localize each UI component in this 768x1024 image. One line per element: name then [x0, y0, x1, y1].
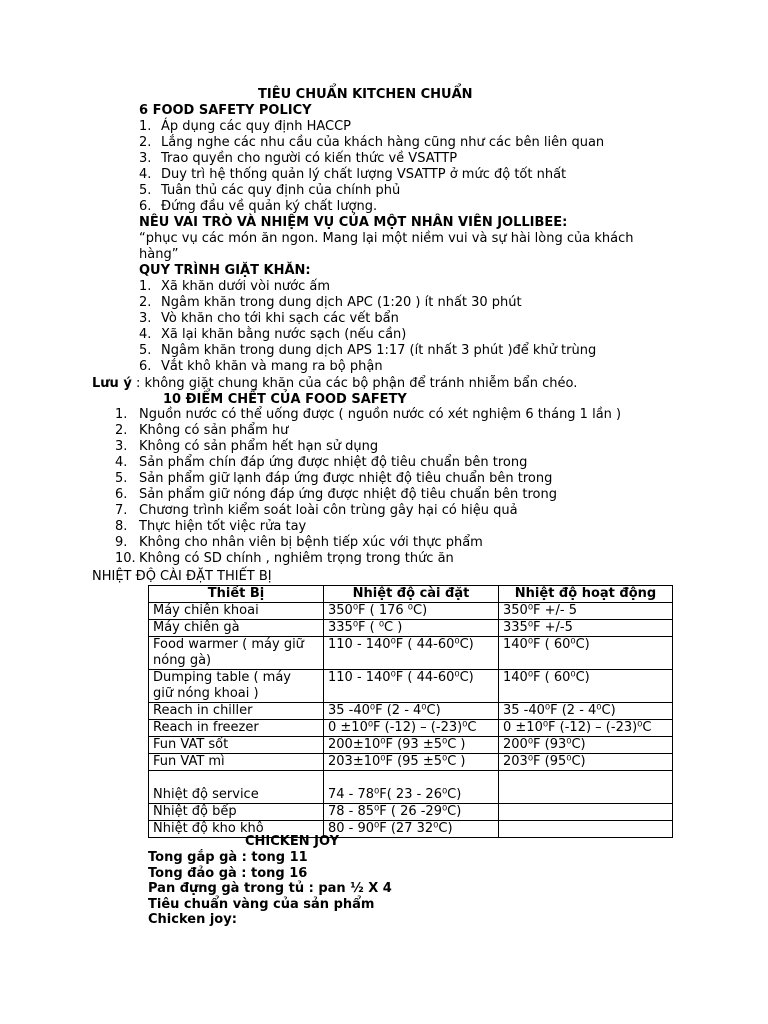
list-item-text: Ngâm khăn trong dung dịch APC (1:20 ) ít nhất 30 phút — [161, 295, 522, 310]
table-cell: 110 - 140⁰F ( 44-60⁰C) — [324, 670, 499, 703]
table-row — [149, 737, 673, 754]
table-cell: 35 -40⁰F (2 - 4⁰C) — [324, 703, 499, 720]
table-row — [149, 670, 673, 703]
list-number: 3. — [139, 311, 152, 326]
table-cell — [499, 821, 673, 838]
chicken-line: Chicken joy: — [148, 912, 237, 927]
table-cell: 203⁰F (95⁰C) — [499, 754, 673, 771]
table-header-cell: Nhiệt độ hoạt động — [499, 586, 673, 603]
table-cell: 200±10⁰F (93 ±5⁰C ) — [324, 737, 499, 754]
table-cell: 350⁰F ( 176 ⁰C) — [324, 603, 499, 620]
table-cell: 78 - 85⁰F ( 26 -29⁰C) — [324, 804, 499, 821]
list-item — [115, 487, 557, 503]
table-cell: Máy chiên gà — [149, 620, 324, 637]
table-row — [149, 804, 673, 821]
list-item — [139, 327, 406, 343]
table-cell: 335⁰F +/-5 — [499, 620, 673, 637]
list-item-text: Thực hiện tốt việc rửa tay — [139, 519, 307, 534]
policy-heading: 6 FOOD SAFETY POLICY — [139, 103, 312, 118]
table-row — [149, 637, 673, 670]
role-text-line1: “phục vụ các món ăn ngon. Mang lại một niềm vui và sự hài lòng của khách — [139, 231, 634, 246]
list-item-text: Lắng nghe các nhu cầu của khách hàng cũng như các bên liên quan — [161, 135, 605, 150]
critical-heading: 10 ĐIỂM CHẾT CỦA FOOD SAFETY — [163, 392, 407, 407]
list-item-text: Sản phẩm giữ nóng đáp ứng được nhiệt độ tiêu chuẩn bên trong — [139, 487, 558, 502]
table-cell: Fun VAT mì — [149, 754, 324, 771]
table-cell — [499, 771, 673, 804]
list-number: 3. — [115, 439, 128, 454]
list-item — [139, 359, 383, 375]
towel-note — [92, 376, 577, 392]
list-number: 2. — [139, 135, 152, 150]
list-item-text: Đứng đầu về quản ký chất lượng. — [161, 199, 378, 214]
list-item — [139, 183, 400, 199]
list-number: 2. — [139, 295, 152, 310]
list-item — [139, 279, 330, 295]
list-item — [115, 471, 552, 487]
table-cell — [499, 804, 673, 821]
table-row — [149, 620, 673, 637]
list-item — [139, 199, 377, 215]
list-number: 4. — [139, 327, 152, 342]
table-cell: 0 ±10⁰F (-12) – (-23)⁰C — [324, 720, 499, 737]
list-item-text: Chương trình kiểm soát loài côn trùng gây hại có hiệu quả — [139, 503, 518, 518]
list-number: 1. — [139, 119, 152, 134]
table-row — [149, 720, 673, 737]
table-cell: 74 - 78⁰F( 23 - 26⁰C) — [324, 771, 499, 804]
list-number: 9. — [115, 535, 128, 550]
list-number: 5. — [139, 183, 152, 198]
note-label: Lưu ý — [92, 376, 132, 391]
list-item-text: Không cho nhân viên bị bệnh tiếp xúc với thực phẩm — [139, 535, 483, 550]
table-header-row — [149, 586, 673, 603]
towel-heading: QUY TRÌNH GIẶT KHĂN: — [139, 263, 311, 278]
list-item — [115, 519, 306, 535]
list-item — [139, 119, 351, 135]
list-item — [139, 135, 604, 151]
list-number: 7. — [115, 503, 128, 518]
table-header-cell: Nhiệt độ cài đặt — [324, 586, 499, 603]
list-number: 6. — [139, 199, 152, 214]
list-number: 10. — [115, 551, 136, 566]
list-number: 6. — [115, 487, 128, 502]
table-cell: Reach in freezer — [149, 720, 324, 737]
chicken-line: Pan đựng gà trong tủ : pan ½ X 4 — [148, 881, 392, 896]
list-item — [115, 503, 518, 519]
chicken-heading: CHICKEN JOY — [245, 834, 339, 849]
table-cell: 203±10⁰F (95 ±5⁰C ) — [324, 754, 499, 771]
chicken-line: Tong đảo gà : tong 16 — [148, 865, 308, 881]
table-header-cell: Thiết Bị — [149, 586, 324, 603]
chicken-line: Tiêu chuẩn vàng của sản phẩm — [148, 896, 375, 912]
list-number: 3. — [139, 151, 152, 166]
table-cell: 110 - 140⁰F ( 44-60⁰C) — [324, 637, 499, 670]
list-item-text: Vắt khô khăn và mang ra bộ phận — [161, 359, 383, 374]
list-number: 1. — [115, 407, 128, 422]
list-item — [139, 311, 399, 327]
table-row — [149, 771, 673, 804]
temperature-table — [148, 585, 673, 838]
table-body — [149, 603, 673, 838]
chicken-line: Tong gắp gà : tong 11 — [148, 850, 308, 865]
table-cell: Nhiệt độ service — [149, 771, 324, 804]
list-item — [139, 295, 522, 311]
list-item-text: Tuân thủ các quy định của chính phủ — [161, 183, 401, 198]
table-row — [149, 821, 673, 838]
note-text: : không giặt chung khăn của các bộ phận để tránh nhiễm bẩn chéo. — [135, 376, 578, 391]
table-cell: Máy chiên khoai — [149, 603, 324, 620]
list-item — [139, 343, 596, 359]
list-item-text: Ngâm khăn trong dung dịch APS 1:17 (ít nhất 3 phút )để khử trùng — [161, 343, 597, 358]
table-row — [149, 603, 673, 620]
table-cell: Fun VAT sốt — [149, 737, 324, 754]
table-cell: Dumping table ( máy giữ nóng khoai ) — [149, 670, 324, 703]
role-heading: NÊU VAI TRÒ VÀ NHIỆM VỤ CỦA MỘT NHÂN VIÊN JOLLIBEE: — [139, 215, 568, 230]
list-number: 5. — [139, 343, 152, 358]
table-cell: 350⁰F +/- 5 — [499, 603, 673, 620]
list-number: 6. — [139, 359, 152, 374]
table-cell: Reach in chiller — [149, 703, 324, 720]
list-item-text: Không có SD chính , nghiêm trọng trong thức ăn — [139, 551, 454, 566]
list-item-text: Xã khăn dưới vòi nước ấm — [161, 279, 331, 294]
temps-heading: NHIỆT ĐỘ CÀI ĐẶT THIẾT BỊ — [92, 569, 272, 584]
list-number: 2. — [115, 423, 128, 438]
list-number: 4. — [115, 455, 128, 470]
table-cell: 0 ±10⁰F (-12) – (-23)⁰C — [499, 720, 673, 737]
list-item — [115, 439, 378, 455]
list-item-text: Duy trì hệ thống quản lý chất lượng VSATTP ở mức độ tốt nhất — [161, 167, 567, 182]
table-row — [149, 754, 673, 771]
list-number: 4. — [139, 167, 152, 182]
list-item-text: Không có sản phẩm hư — [139, 423, 289, 438]
page-title: TIÊU CHUẨN KITCHEN CHUẨN — [258, 87, 473, 102]
list-number: 8. — [115, 519, 128, 534]
table-cell: 140⁰F ( 60⁰C) — [499, 670, 673, 703]
list-item — [139, 151, 457, 167]
table-cell: Food warmer ( máy giữ nóng gà) — [149, 637, 324, 670]
list-item — [115, 455, 527, 471]
list-number: 1. — [139, 279, 152, 294]
list-item-text: Không có sản phẩm hết hạn sử dụng — [139, 439, 379, 454]
list-item — [139, 167, 566, 183]
list-item-text: Nguồn nước có thể uống được ( nguồn nước có xét nghiệm 6 tháng 1 lần ) — [139, 407, 622, 422]
list-item-text: Vò khăn cho tới khi sạch các vết bẩn — [161, 311, 399, 326]
list-item — [115, 423, 288, 439]
list-item — [115, 407, 621, 423]
list-number: 5. — [115, 471, 128, 486]
list-item-text: Xã lại khăn bằng nước sạch (nếu cần) — [161, 327, 407, 342]
table-cell: Nhiệt độ bếp — [149, 804, 324, 821]
list-item-text: Sản phẩm giữ lạnh đáp ứng được nhiệt độ tiêu chuẩn bên trong — [139, 471, 553, 486]
table-cell: 335⁰F ( ⁰C ) — [324, 620, 499, 637]
table-cell: 200⁰F (93⁰C) — [499, 737, 673, 754]
table-cell: 35 -40⁰F (2 - 4⁰C) — [499, 703, 673, 720]
table-row — [149, 703, 673, 720]
list-item-text: Áp dụng các quy định HACCP — [161, 119, 352, 134]
list-item-text: Trao quyền cho người có kiến thức về VSATTP — [161, 151, 458, 166]
table-cell: 80 - 90⁰F (27 32⁰C) — [324, 821, 499, 838]
table-cell: Nhiệt độ kho khô — [149, 821, 324, 838]
list-item — [115, 535, 483, 551]
list-item-text: Sản phẩm chín đáp ứng được nhiệt độ tiêu chuẩn bên trong — [139, 455, 528, 470]
list-item — [115, 551, 454, 567]
role-text-line2: hàng” — [139, 247, 179, 262]
table-cell: 140⁰F ( 60⁰C) — [499, 637, 673, 670]
